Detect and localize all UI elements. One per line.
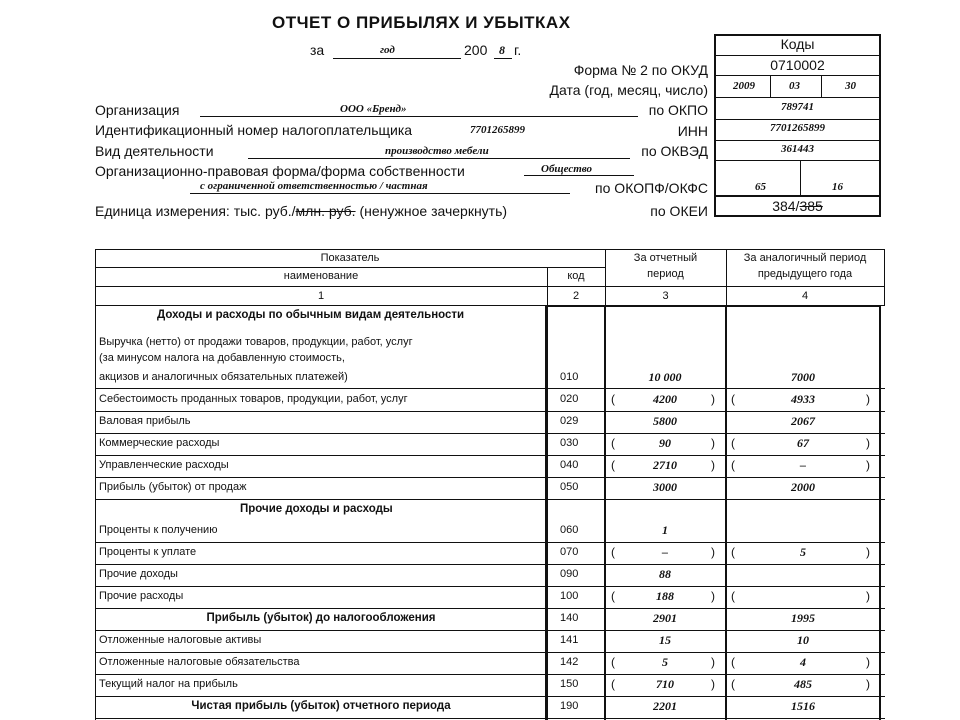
okved-label: по ОКВЭД <box>641 143 708 159</box>
year-prefix: 200 <box>464 42 488 58</box>
row-name: Коммерческие расходы <box>99 437 220 449</box>
col-current-2: период <box>647 268 684 280</box>
row-name: Отложенные налоговые обязательства <box>99 656 300 668</box>
paren-close: ) <box>866 545 870 559</box>
row-current: 1 <box>662 523 668 537</box>
period-prefix: за <box>310 42 325 58</box>
form-code: 0710002 <box>770 57 825 73</box>
paren-open: ( <box>731 458 735 472</box>
paren-open: ( <box>611 655 615 669</box>
row-code: 140 <box>560 612 579 624</box>
activity-label: Вид деятельности <box>95 143 214 159</box>
row-current: 5800 <box>653 414 677 428</box>
org-label: Организация <box>95 102 180 118</box>
section-other: Прочие доходы и расходы <box>240 503 393 515</box>
paren-close: ) <box>866 392 870 406</box>
legal-form-value1: Общество <box>541 163 593 175</box>
report-title: ОТЧЕТ О ПРИБЫЛЯХ И УБЫТКАХ <box>272 13 571 32</box>
row-divider <box>95 455 885 456</box>
year-digit: 8 <box>499 43 505 57</box>
inn-label-long: Идентификационный номер налогоплательщика <box>95 122 413 138</box>
num-1: 1 <box>317 290 325 302</box>
row-name: Управленческие расходы <box>99 459 229 471</box>
row-previous: 2000 <box>791 480 815 494</box>
date-label: Дата (год, месяц, число) <box>549 82 708 98</box>
row-divider <box>95 696 885 697</box>
row-current: 3000 <box>653 480 677 494</box>
row-current: 4200 <box>653 392 677 406</box>
row-current: 2710 <box>653 458 677 472</box>
row-name: Прибыль (убыток) до налогообложения <box>206 612 436 624</box>
row-previous: 5 <box>800 545 806 559</box>
org-value: ООО «Бренд» <box>340 103 407 115</box>
form-label: Форма № 2 по ОКУД <box>573 62 708 78</box>
row-current: 15 <box>659 633 671 647</box>
row-current: 90 <box>659 436 671 450</box>
row-divider <box>95 477 885 478</box>
row-divider <box>95 630 885 631</box>
paren-close: ) <box>866 655 870 669</box>
row-code: 141 <box>560 634 579 646</box>
row-code: 100 <box>560 590 579 602</box>
paren-open: ( <box>731 436 735 450</box>
okei-code: 384/385 <box>772 198 823 214</box>
revenue-current: 10 000 <box>648 370 682 384</box>
year-suffix: г. <box>514 42 522 58</box>
row-current: 710 <box>656 677 674 691</box>
legal-form-label: Организационно-правовая форма/форма собственности <box>95 163 465 179</box>
date-day: 30 <box>845 80 856 92</box>
paren-close: ) <box>866 677 870 691</box>
paren-close: ) <box>711 545 715 559</box>
paren-open: ( <box>611 677 615 691</box>
section-divider <box>95 499 885 500</box>
paren-open: ( <box>731 677 735 691</box>
date-year: 2009 <box>733 80 755 92</box>
row-previous: 10 <box>797 633 809 647</box>
row-divider <box>95 433 885 434</box>
row-previous: 67 <box>797 436 809 450</box>
inn-label: ИНН <box>677 123 708 139</box>
paren-close: ) <box>866 436 870 450</box>
num-4: 4 <box>801 290 809 302</box>
row-name: Прочие доходы <box>99 568 178 580</box>
paren-open: ( <box>611 392 615 406</box>
paren-open: ( <box>611 589 615 603</box>
codes-label: Коды <box>780 36 815 52</box>
okei-label: по ОКЕИ <box>650 203 708 219</box>
row-previous: 2067 <box>791 414 815 428</box>
col-prev-1: За аналогичный период <box>743 252 867 264</box>
paren-open: ( <box>731 545 735 559</box>
unit-label: Единица измерения: тыс. руб./млн. руб. (ненужное зачеркнуть) <box>95 203 508 219</box>
okpo-label: по ОКПО <box>648 102 708 118</box>
row-name: Прибыль (убыток) от продаж <box>99 481 247 493</box>
okfs-code: 16 <box>832 181 843 193</box>
col-current-1: За отчетный <box>633 252 698 264</box>
revenue-line-1: Выручка (нетто) от продажи товаров, продукции, работ, услуг <box>99 336 413 348</box>
inn-value: 7701265899 <box>470 124 525 136</box>
paren-close: ) <box>866 458 870 472</box>
paren-open: ( <box>611 545 615 559</box>
num-2: 2 <box>572 290 580 302</box>
row-name: Проценты к получению <box>99 524 218 536</box>
paren-close: ) <box>711 458 715 472</box>
row-code: 020 <box>560 393 579 405</box>
revenue-code: 010 <box>560 371 579 383</box>
row-divider <box>95 564 885 565</box>
row-divider <box>95 674 885 675</box>
date-month: 03 <box>789 80 800 92</box>
okopf-label: по ОКОПФ/ОКФС <box>595 180 708 196</box>
row-name: Прочие расходы <box>99 590 184 602</box>
row-code: 030 <box>560 437 579 449</box>
paren-open: ( <box>611 436 615 450</box>
activity-value: производство мебели <box>385 145 489 157</box>
row-name: Себестоимость проданных товаров, продукции, работ, услуг <box>99 393 408 405</box>
row-current: 88 <box>659 567 671 581</box>
row-name: Валовая прибыль <box>99 415 191 427</box>
paren-close: ) <box>711 655 715 669</box>
row-current: 2901 <box>653 611 677 625</box>
row-code: 040 <box>560 459 579 471</box>
okpo-code: 789741 <box>781 101 814 113</box>
paren-close: ) <box>711 589 715 603</box>
revenue-line-2: (за минусом налога на добавленную стоимость, <box>99 352 345 364</box>
legal-form-value2: с ограниченной ответственностью / частная <box>200 180 428 192</box>
row-name: Отложенные налоговые активы <box>99 634 262 646</box>
row-code: 050 <box>560 481 579 493</box>
paren-open: ( <box>611 458 615 472</box>
paren-close: ) <box>711 436 715 450</box>
row-previous: – <box>800 458 806 472</box>
row-divider <box>95 542 885 543</box>
row-code: 150 <box>560 678 579 690</box>
revenue-line-3: акцизов и аналогичных обязательных платежей) <box>99 371 348 383</box>
okved-code: 361443 <box>781 143 814 155</box>
row-divider <box>95 586 885 587</box>
period-value: год <box>380 44 395 56</box>
row-divider <box>95 411 885 412</box>
col-prev-2: предыдущего года <box>757 268 853 280</box>
row-code: 029 <box>560 415 579 427</box>
okopf-code: 65 <box>755 181 766 193</box>
paren-open: ( <box>731 655 735 669</box>
paren-open: ( <box>731 589 735 603</box>
row-previous: 4 <box>800 655 806 669</box>
row-code: 090 <box>560 568 579 580</box>
row-divider <box>95 718 885 719</box>
paren-close: ) <box>866 589 870 603</box>
row-current: 188 <box>656 589 674 603</box>
inn-code: 7701265899 <box>770 122 825 134</box>
paren-open: ( <box>731 392 735 406</box>
col-name: наименование <box>283 270 359 282</box>
paren-close: ) <box>711 677 715 691</box>
row-name: Проценты к уплате <box>99 546 197 558</box>
row-divider <box>95 652 885 653</box>
row-previous: 485 <box>794 677 812 691</box>
row-name: Текущий налог на прибыль <box>99 678 238 690</box>
row-previous: 4933 <box>791 392 815 406</box>
row-current: – <box>662 545 668 559</box>
revenue-previous: 7000 <box>791 370 815 384</box>
row-code: 070 <box>560 546 579 558</box>
row-code: 060 <box>560 524 579 536</box>
row-previous: 1995 <box>791 611 815 625</box>
col-code: код <box>567 270 585 282</box>
num-3: 3 <box>662 290 669 302</box>
row-previous: 1516 <box>791 699 815 713</box>
row-code: 142 <box>560 656 579 668</box>
row-divider <box>95 608 885 609</box>
row-current: 2201 <box>653 699 677 713</box>
row-current: 5 <box>662 655 668 669</box>
row-code: 190 <box>560 700 579 712</box>
paren-close: ) <box>711 392 715 406</box>
row-name: Чистая прибыль (убыток) отчетного периода <box>191 700 451 712</box>
section-ordinary: Доходы и расходы по обычным видам деятельности <box>157 309 465 321</box>
col-indicator: Показатель <box>320 252 380 264</box>
